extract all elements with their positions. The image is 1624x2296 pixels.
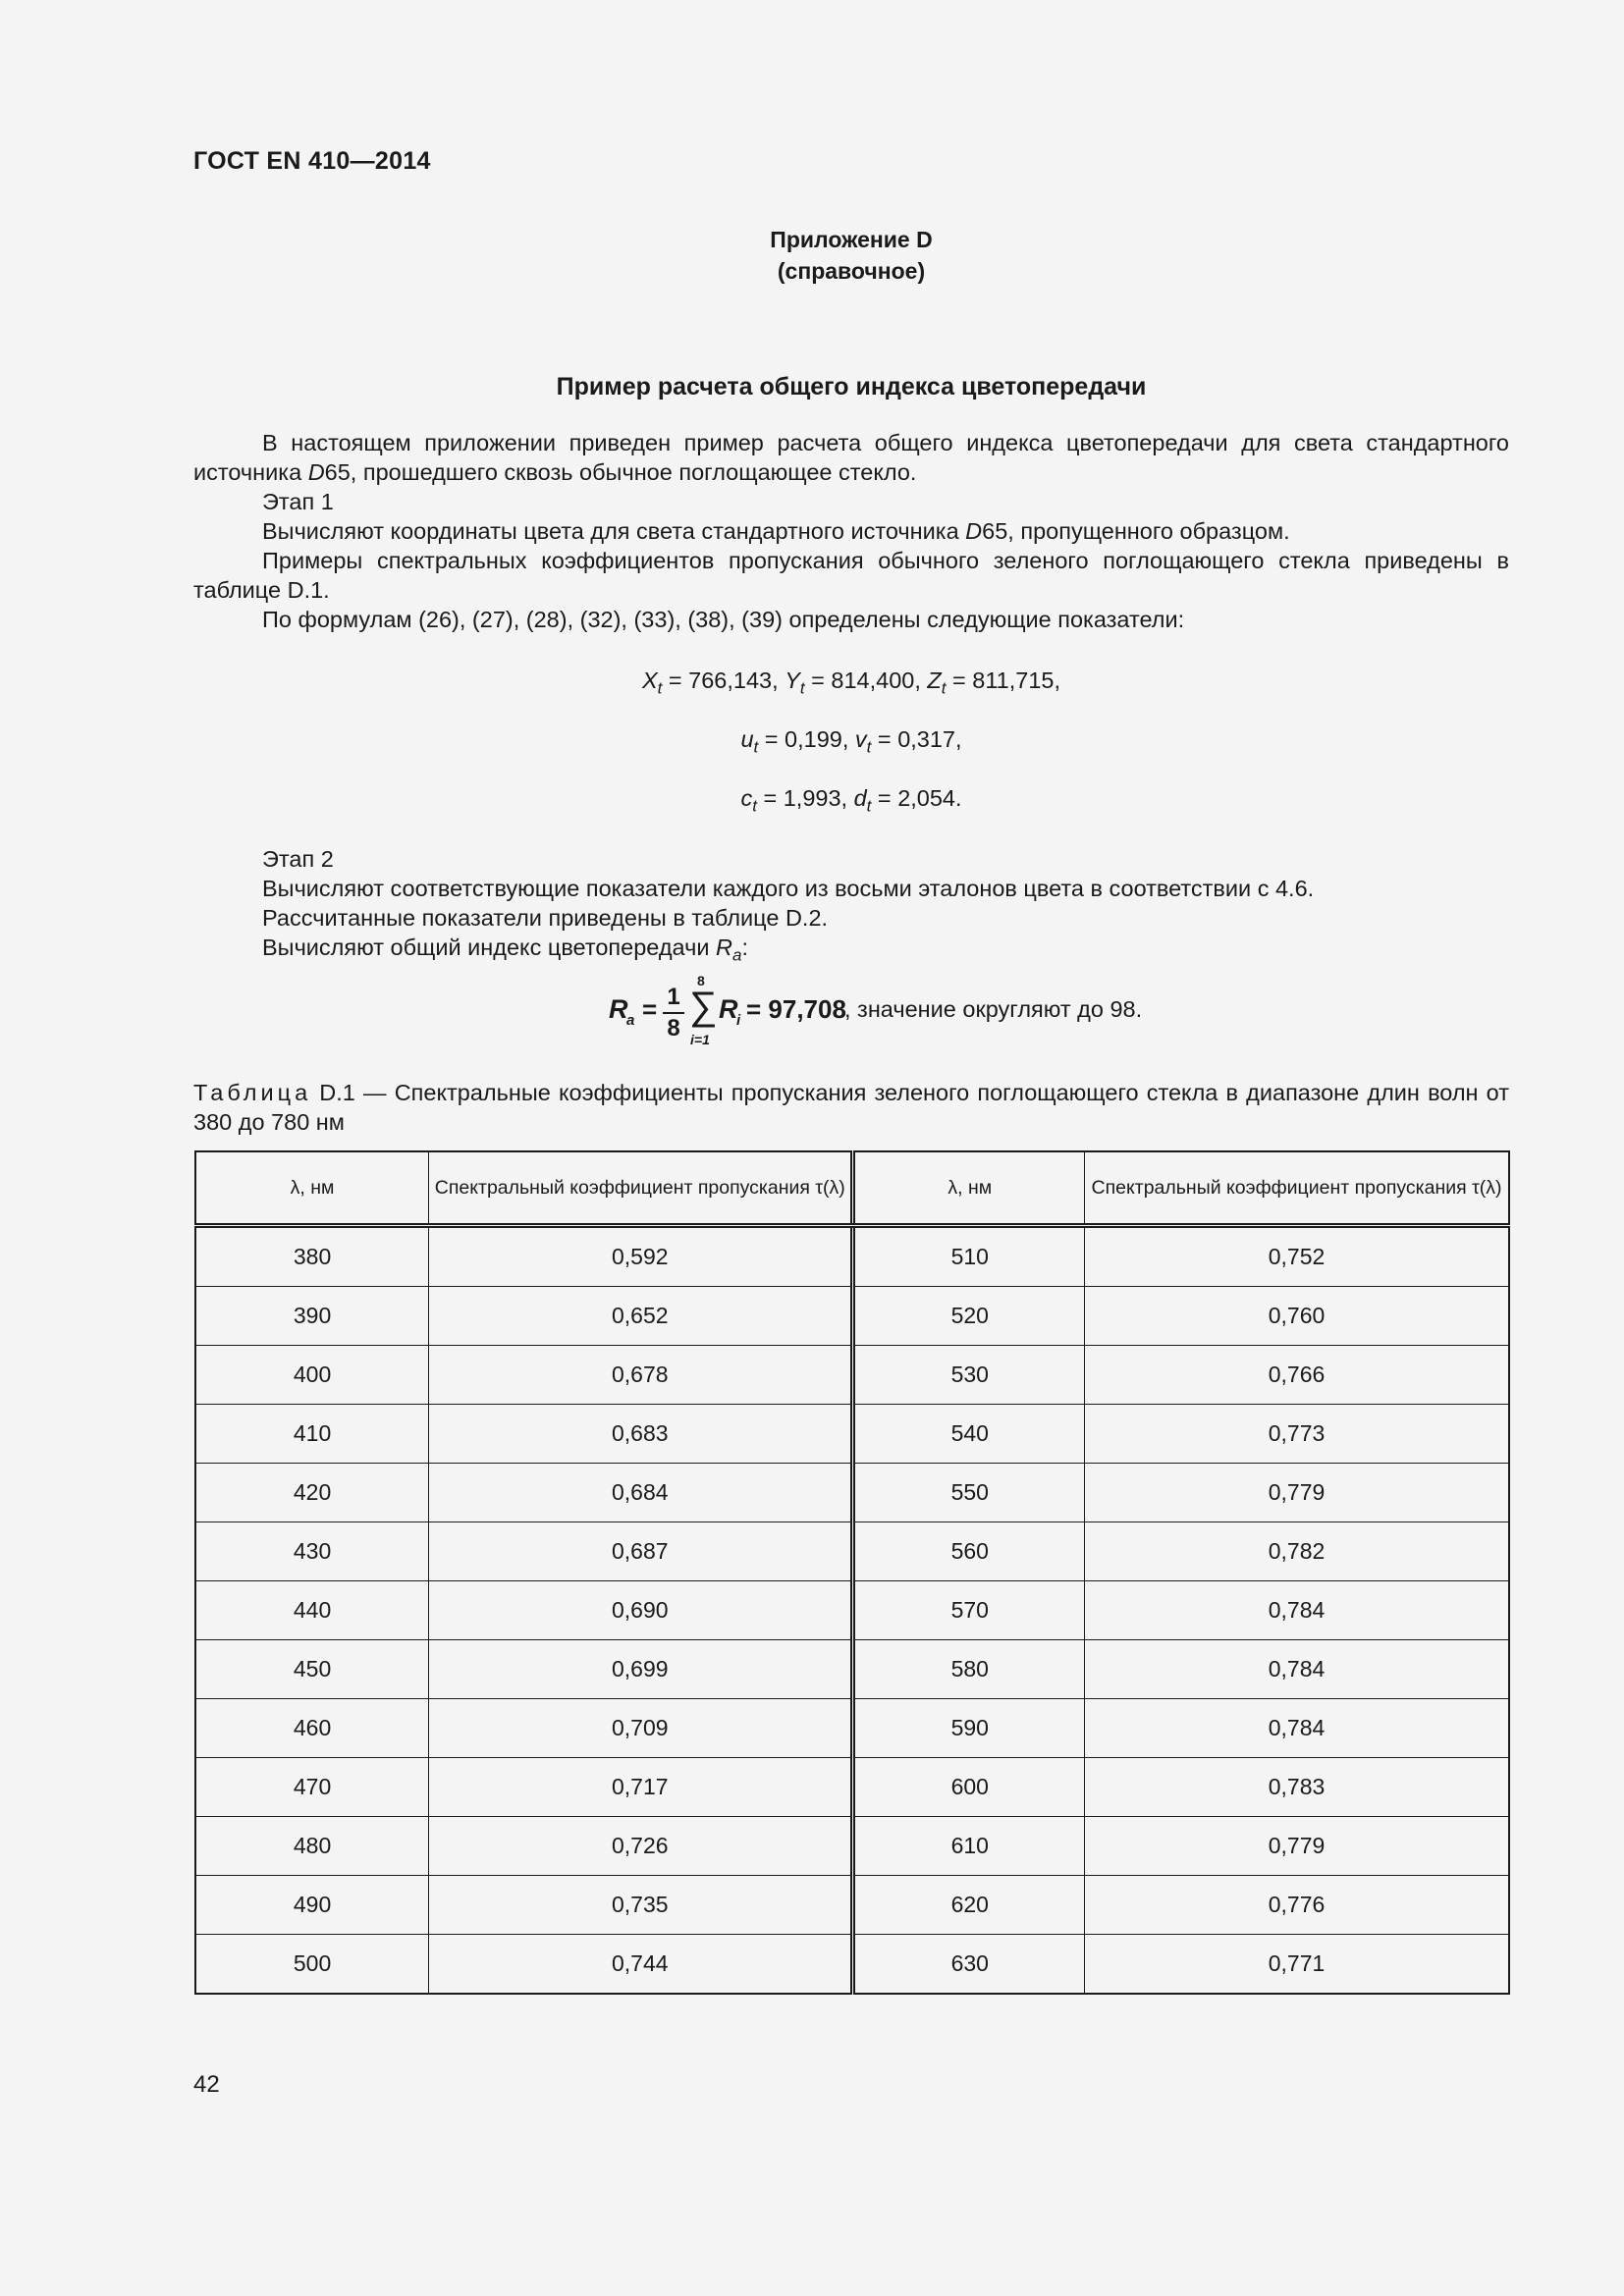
table-cell: 0,784 — [1085, 1581, 1509, 1640]
table-cell: 470 — [195, 1758, 429, 1817]
table-cell: 420 — [195, 1464, 429, 1522]
table-row — [195, 1758, 1509, 1817]
annex-heading — [193, 224, 1509, 287]
body-text — [193, 428, 1509, 634]
table-cell: 560 — [853, 1522, 1085, 1581]
table-cell: 0,726 — [429, 1817, 853, 1876]
table-row — [195, 1405, 1509, 1464]
paragraph-ra: Вычисляют общий индекс цветопередачи $R_a$: — [262, 934, 748, 965]
table-cell: 0,771 — [1085, 1935, 1509, 1995]
table-cell: 630 — [853, 1935, 1085, 1995]
paragraph-intro: В настоящем приложении приведен пример расчета общего индекса цветопередачи для света стандартного источника D65, прошедшего сквозь обычное поглощающее стекло. — [193, 430, 1509, 485]
table-cell: 0,784 — [1085, 1640, 1509, 1699]
table-cell: 490 — [195, 1876, 429, 1935]
table-cell: 480 — [195, 1817, 429, 1876]
table-cell: 550 — [853, 1464, 1085, 1522]
table-cell: 620 — [853, 1876, 1085, 1935]
table-cell: 0,784 — [1085, 1699, 1509, 1758]
header-transmittance-2: Спектральный коэффициент пропускания τ(λ) — [1085, 1151, 1509, 1226]
header-wavelength-2: λ, нм — [853, 1151, 1085, 1226]
table-cell: 0,684 — [429, 1464, 853, 1522]
table-row — [195, 1226, 1509, 1287]
stage-1-label: Этап 1 — [262, 489, 334, 514]
table-row — [195, 1464, 1509, 1522]
table-body — [195, 1226, 1509, 1995]
stage-2-label: Этап 2 — [262, 846, 334, 872]
body-text-stage-2 — [193, 844, 1509, 971]
header-transmittance-1: Спектральный коэффициент пропускания τ(λ) — [429, 1151, 853, 1226]
table-cell: 610 — [853, 1817, 1085, 1876]
table-cell: 500 — [195, 1935, 429, 1995]
table-caption: Таблица D.1 — Спектральные коэффициенты пропускания зеленого поглощающего стекла в диапазоне длин волн от 380 до 780 нм — [193, 1080, 1509, 1135]
table-cell: 390 — [195, 1287, 429, 1346]
table-cell: 0,678 — [429, 1346, 853, 1405]
paragraph-formulas: По формулам (26), (27), (28), (32), (33), (38), (39) определены следующие показатели: — [262, 607, 1185, 632]
table-cell: 510 — [853, 1226, 1085, 1287]
table-cell: 530 — [853, 1346, 1085, 1405]
table-cell: 0,709 — [429, 1699, 853, 1758]
equation-xyz: $X_t = 766,143$, $Y_t = 814,400$, $Z_t = 811,715$, — [641, 667, 1061, 698]
table-cell: 0,652 — [429, 1287, 853, 1346]
table-row — [195, 1287, 1509, 1346]
paragraph-stage-1: Вычисляют координаты цвета для света стандартного источника D65, пропущенного образцом. — [262, 518, 1290, 544]
table-cell: 0,760 — [1085, 1287, 1509, 1346]
table-cell: 0,687 — [429, 1522, 853, 1581]
table-row — [195, 1935, 1509, 1995]
table-cell: 0,776 — [1085, 1876, 1509, 1935]
table-cell: 0,752 — [1085, 1226, 1509, 1287]
table-row — [195, 1876, 1509, 1935]
document-page: ГОСТ EN 410—2014 Приложение D (справочное) Пример расчета общего индекса цветопередачи В настоящем приложении приведен пример расчета общего индекса цветопередачи для света стандартного источника D65, прошедшего сквозь обычное поглощающее стекло. Этап 1 Вычисляют координаты цвета для света стандартного источника D65, пропущенного образцом. Примеры спектральных коэффициентов пропускания обычного зеленого поглощающего стекла приведены в таблице D.1. По формулам (26), (27), (28), (32), (33), (38), (39) определены следующие показатели: $X_t = 766,143$, $Y_t = 814,400$, $Z_t = 811,715$, $u_t = 0,199$, $v_t = 0,317$, $c_t = 1,993$, $d_t = 2,054$. Этап 2 Вычисляют соответствующие показатели каждого из восьми эталонов цвета в соответствии с 4.6. Рассчитанные показатели приведены в таблице D.2. Вычисляют общий индекс цветопередачи $R_a$: R a = 1 8 8 ∑ i=1 R i = 97,708 , значение округляют до 98. Таблица D.1 — Спектральные коэффициенты пропускания зеленого поглощающего стекла в диапазоне длин волн от 380 до 780 нм λ, нм Спектральный коэффициент пропускания τ(λ) λ, нм Спектральный коэффициент пропускания τ(λ) 380 0,592 510 0,752 390 0,652 520 0,760 400 0,678 530 0,766 410 0,683 540 0,773 420 0,684 550 0,779 430 0,687 560 0,782 440 0,690 570 0,784 450 0,699 580 0,784 460 0,709 590 0,784 470 0,717 600 0,783 480 0,726 610 0,779 490 0,735 620 0,776 500 0,744 630 0,771 42 — [193, 147, 1509, 2098]
table-cell: 570 — [853, 1581, 1085, 1640]
standard-header: ГОСТ EN 410—2014 — [193, 147, 431, 175]
paragraph-table-ref: Примеры спектральных коэффициентов пропускания обычного зеленого поглощающего стекла приведены в таблице D.1. — [193, 548, 1509, 603]
table-cell: 0,766 — [1085, 1346, 1509, 1405]
table-cell: 590 — [853, 1699, 1085, 1758]
paragraph-stage-2: Вычисляют соответствующие показатели каждого из восьми эталонов цвета в соответствии с 4.6. — [262, 876, 1315, 901]
table-cell: 450 — [195, 1640, 429, 1699]
summation-sign: ∑ — [689, 985, 718, 1028]
table-cell: 430 — [195, 1522, 429, 1581]
table-row — [195, 1346, 1509, 1405]
table-cell: 460 — [195, 1699, 429, 1758]
table-cell: 540 — [853, 1405, 1085, 1464]
annex-status: (справочное) — [777, 258, 926, 284]
table-cell: 600 — [853, 1758, 1085, 1817]
header-wavelength-1: λ, нм — [195, 1151, 429, 1226]
table-row — [195, 1817, 1509, 1876]
table-cell: 0,779 — [1085, 1464, 1509, 1522]
table-header-row — [195, 1151, 1509, 1226]
section-title: Пример расчета общего индекса цветопередачи — [556, 373, 1147, 400]
spectral-transmittance-table — [194, 1150, 1510, 1995]
table-cell: 0,782 — [1085, 1522, 1509, 1581]
table-cell: 0,735 — [429, 1876, 853, 1935]
table-cell: 0,773 — [1085, 1405, 1509, 1464]
table-cell: 520 — [853, 1287, 1085, 1346]
table-cell: 440 — [195, 1581, 429, 1640]
table-cell: 400 — [195, 1346, 429, 1405]
table-row — [195, 1699, 1509, 1758]
table-cell: 410 — [195, 1405, 429, 1464]
table-cell: 0,690 — [429, 1581, 853, 1640]
table-row — [195, 1522, 1509, 1581]
table-row — [195, 1640, 1509, 1699]
table-row — [195, 1581, 1509, 1640]
table-cell: 0,779 — [1085, 1817, 1509, 1876]
equation-uv: $u_t = 0,199$, $v_t = 0,317$, — [740, 726, 962, 757]
equation-cd: $c_t = 1,993$, $d_t = 2,054$. — [740, 785, 962, 816]
table-cell: 0,683 — [429, 1405, 853, 1464]
fraction-one-eighth: 1 8 — [663, 983, 684, 1043]
table-cell: 580 — [853, 1640, 1085, 1699]
table-cell: 0,717 — [429, 1758, 853, 1817]
paragraph-table-d2-ref: Рассчитанные показатели приведены в таблице D.2. — [262, 905, 829, 931]
table-cell: 380 — [195, 1226, 429, 1287]
table-cell: 0,783 — [1085, 1758, 1509, 1817]
table-cell: 0,592 — [429, 1226, 853, 1287]
page-number: 42 — [193, 2071, 220, 2098]
table-cell: 0,744 — [429, 1935, 853, 1995]
annex-title: Приложение D — [770, 227, 933, 252]
table-cell: 0,699 — [429, 1640, 853, 1699]
